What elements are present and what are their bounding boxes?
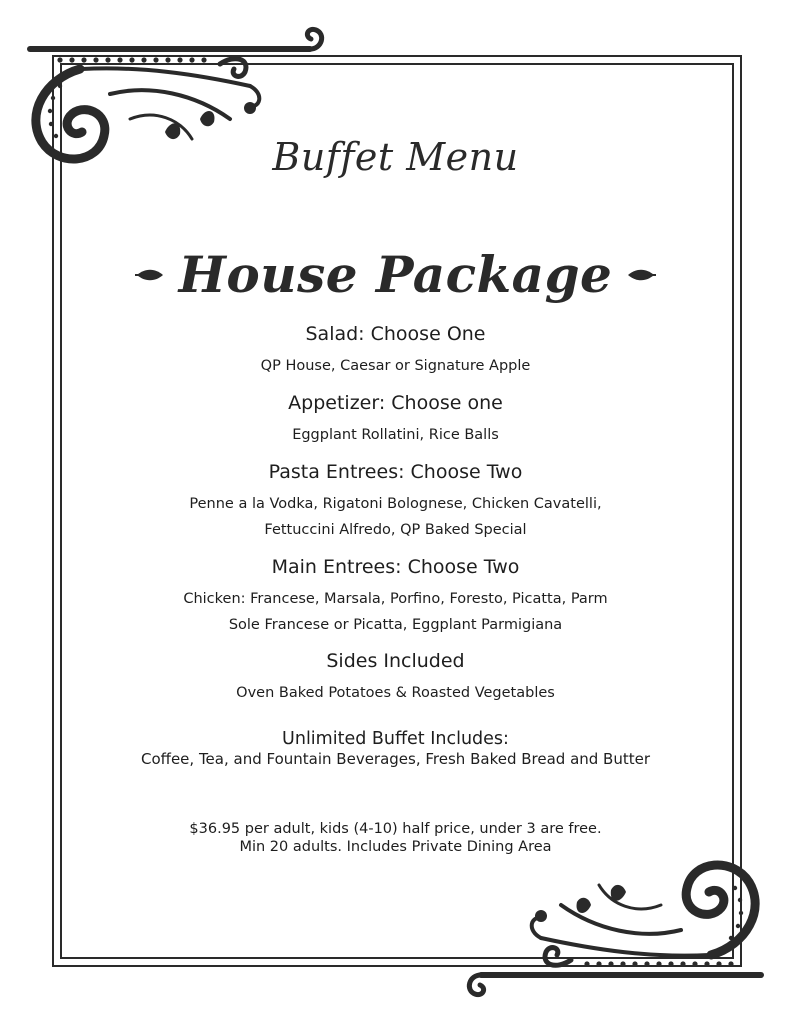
package-title: House Package [178,245,613,304]
section-sides [0,650,791,706]
section-heading-sides: Sides Included [326,650,465,672]
section-heading-main: Main Entrees: Choose Two [271,556,520,578]
section-line-pasta-2: Fettuccini Alfredo, QP Baked Special [264,522,527,538]
section-line-main-1: Chicken: Francese, Marsala, Porfino, Foresto, Picatta, Parm [183,591,608,607]
menu-title: Buffet Menu [272,135,519,179]
package-title-row [0,245,791,304]
leaf-flourish-right-icon [626,264,656,286]
section-heading-salad: Salad: Choose One [305,323,486,345]
section-main-entrees [0,556,791,638]
section-heading-pasta: Pasta Entrees: Choose Two [268,461,523,483]
section-line-main-2: Sole Francese or Picatta, Eggplant Parmigiana [228,617,563,633]
section-line-appetizer: Eggplant Rollatini, Rice Balls [292,427,499,443]
section-line-unlimited: Coffee, Tea, and Fountain Beverages, Fresh Baked Bread and Butter [140,750,651,768]
section-salad [0,323,791,379]
section-appetizer [0,392,791,448]
section-line-salad: QP House, Caesar or Signature Apple [260,358,531,374]
pricing-line-1: $36.95 per adult, kids (4-10) half price, under 3 are free. [189,821,602,837]
section-line-sides: Oven Baked Potatoes & Roasted Vegetables [236,685,555,701]
section-unlimited [0,729,791,769]
section-line-pasta-1: Penne a la Vodka, Rigatoni Bolognese, Chicken Cavatelli, [189,496,602,512]
leaf-flourish-left-icon [135,264,165,286]
pricing-note [0,820,791,856]
pricing-line-2: Min 20 adults. Includes Private Dining Area [239,839,552,855]
section-heading-unlimited: Unlimited Buffet Includes: [282,729,509,749]
section-pasta [0,461,791,543]
section-heading-appetizer: Appetizer: Choose one [288,392,503,414]
